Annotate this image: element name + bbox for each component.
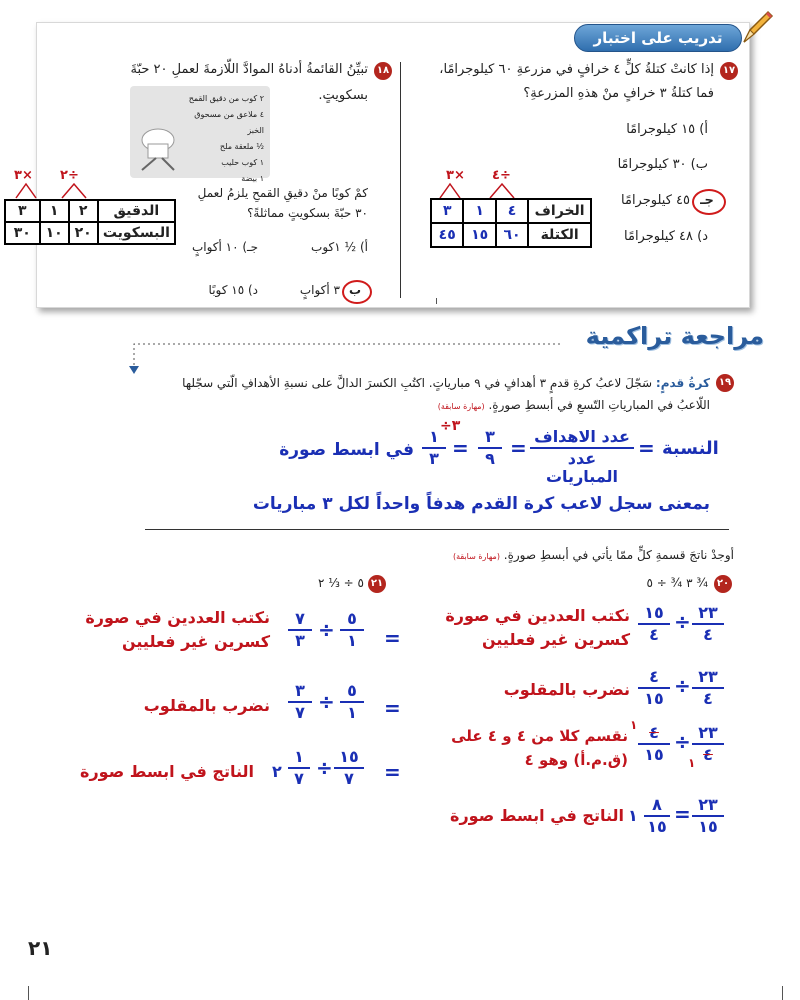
cell: الخراف (528, 199, 591, 223)
recipe-list (178, 91, 264, 187)
note-line: نكتب العددين في صورة (85, 608, 270, 627)
crop-mark (28, 986, 29, 1000)
q21-l2-frac1 (340, 682, 364, 722)
qty: ١ (259, 174, 264, 183)
practice-banner: تدريب على اختبار (574, 24, 742, 52)
denominator: ١ (347, 703, 357, 722)
cell: ١٥ (463, 223, 495, 247)
numerator: ٨ (652, 795, 662, 814)
denominator: ١٥ (698, 817, 718, 836)
division-instruction (360, 548, 734, 562)
denominator: ٤ (703, 689, 713, 708)
q17-option-a[interactable]: أ) ١٥ كيلوجرامًا (626, 122, 708, 137)
note-line: كسرين غير فعليين (122, 632, 270, 651)
q18-option-b[interactable]: ٣ أكوابٍ (299, 283, 340, 297)
numerator: ٢٣ (698, 795, 718, 814)
numerator: ٧ (295, 609, 305, 628)
q17-table (430, 198, 592, 248)
denominator: ٧ (344, 769, 354, 788)
q20-expression: ٣ ¾ ÷ ٥ ¾ (646, 576, 708, 590)
ratio-fraction (478, 428, 502, 468)
q21-l2-frac2 (288, 682, 312, 722)
q21-expression: ٥ ÷ ⅓ ٢ (317, 576, 364, 590)
item: بيضة (241, 174, 258, 183)
q19-text2: اللّاعبُ في المبارياتِ التّسعِ في أبسطِ صورةٍ. (488, 398, 710, 412)
q20-l1-frac2 (638, 604, 670, 644)
ratio-label: النسبة (662, 438, 719, 459)
denominator: ٣ (295, 631, 305, 650)
q18-arrows (4, 178, 104, 200)
q18-option-c[interactable]: جـ) ١٠ أكوابٍ (191, 240, 258, 254)
numerator: ٢٣ (698, 667, 718, 686)
q18-table (4, 199, 176, 245)
numerator: ٣ (485, 427, 495, 446)
q17-text-line1: إذا كانتْ كتلةُ كلٍّ ٤ خرافٍ في مزرعةِ ٦٠ كيلوجرامًا، (439, 62, 714, 77)
cell: ١ (463, 199, 495, 223)
q17-selected-letter: جـ (700, 193, 714, 208)
equals-sign: = (384, 696, 401, 720)
multiply-sign: ÷ (674, 674, 691, 698)
q20-cancel-2: ١ (630, 718, 638, 732)
numerator: ٢٣ (698, 723, 718, 742)
q17-text-line2: فما كتلةُ ٣ خرافٍ منْ هذهِ المزرعةِ؟ (523, 86, 714, 101)
q18-option-a[interactable]: أ) ½ ١كوب (311, 240, 368, 254)
q17-option-d[interactable]: د) ٤٨ كيلوجرامًا (624, 229, 708, 244)
numerator: ١٥ (339, 747, 359, 766)
cell: البسكويت (98, 222, 175, 244)
cell: الدقيق (98, 200, 175, 222)
section-divider (145, 529, 729, 530)
qty: ٢ (259, 94, 264, 103)
denominator: ١٥ (644, 689, 664, 708)
q17-arrows (430, 178, 530, 200)
recipe-item (178, 139, 264, 155)
qty: ½ (256, 142, 264, 151)
cell: ٣ (431, 199, 463, 223)
cell: ٣ (5, 200, 40, 222)
denominator: ١٥ (644, 745, 664, 764)
divide-note: ÷٣ (440, 418, 461, 434)
equals-sign: = (384, 626, 401, 650)
q20-l2-frac2 (638, 668, 670, 708)
q18-divide-note: ٢÷ (60, 168, 79, 183)
meaning-statement: بمعنى سجل لاعب كرة القدم هدفاً واحداً لكل ٣ مباريات (252, 494, 710, 514)
equals-sign: = (384, 760, 401, 784)
recipe-card (130, 86, 270, 183)
cell: ٢٠ (69, 222, 98, 244)
q21-l2-note: نضرب بالمقلوب (143, 696, 270, 715)
multiply-sign: ÷ (674, 730, 691, 754)
crop-mark (782, 986, 783, 1000)
crop-mark (436, 298, 437, 304)
cell: ١ (40, 200, 69, 222)
numerator: ٤ (649, 723, 659, 742)
review-title: مراجعة تراكمية (585, 322, 764, 350)
note-line: (ق.م.أ) وهو ٤ (524, 751, 628, 769)
multiply-sign: ÷ (318, 690, 335, 714)
q20-l1-note (420, 604, 630, 652)
cell: ٤ (496, 199, 528, 223)
denominator: عدد المباريات (545, 449, 619, 486)
q18-option-d[interactable]: د) ١٥ كوبًا (208, 283, 258, 297)
note-line: نكتب العددين في صورة (445, 606, 630, 625)
q21-l1-frac2 (288, 610, 312, 650)
denominator: ٧ (294, 769, 304, 788)
q18-selected-letter: ب (348, 283, 362, 297)
item: كوب من دقيق القمح (188, 94, 258, 103)
cell: ٣٠ (5, 222, 40, 244)
q17-divide-note: ٤÷ (492, 168, 511, 183)
q20-l4-note: الناتج في ابسط صورة (450, 806, 624, 825)
q18-text-line4: ٣٠ حبّةَ بسكويتٍ مماثلةً؟ (247, 206, 368, 220)
denominator: ١ (347, 631, 357, 650)
cell: ٦٠ (496, 223, 528, 247)
question-number-17: ١٧ (720, 62, 738, 80)
q17-option-c[interactable]: ٤٥ كيلوجرامًا (621, 193, 690, 208)
q20-l2-note: نضرب بالمقلوب (503, 680, 630, 699)
item: ملعقة ملح (219, 142, 254, 151)
q21-l3-whole: ٢ (272, 762, 282, 781)
q20-l2-frac1 (692, 668, 724, 708)
denominator: ٧ (295, 703, 305, 722)
q20-l4-frac1 (692, 796, 724, 836)
q18-text-line1: تبيِّنُ القائمةُ أدناهُ الموادَّ اللّازمةَ لعملِ ٢٠ حبّةَ (130, 62, 368, 77)
recipe-item (178, 107, 264, 139)
question-number-20: ٢٠ (714, 575, 732, 593)
q21-l3-frac2 (288, 748, 310, 788)
numerator: ٥ (347, 681, 357, 700)
denominator: ٣ (429, 449, 439, 468)
qty: ١ (259, 158, 264, 167)
numerator: ٤ (649, 667, 659, 686)
q19-lead: كرةُ قدمٍ: (655, 376, 710, 390)
q19-text-line2 (380, 398, 710, 412)
cell: ٤٥ (431, 223, 463, 247)
numerator: ١٥ (644, 603, 664, 622)
chef-hat-icon (136, 126, 180, 172)
q21-l3-frac1 (334, 748, 364, 788)
recipe-item (178, 171, 264, 187)
q20-l1-frac1 (692, 604, 724, 644)
denominator: ١٥ (647, 817, 667, 836)
denominator: ٤ (649, 625, 659, 644)
equals-sign: = (638, 436, 655, 460)
q21-l1-note (60, 606, 270, 654)
q21-l3-note: الناتج في ابسط صورة (80, 762, 254, 781)
pencil-icon (740, 8, 774, 46)
q20-cancel-1: ١ (688, 756, 696, 770)
q20-l3-frac1 (692, 724, 724, 764)
question-number-19: ١٩ (716, 374, 734, 392)
denominator: ٩ (485, 449, 495, 468)
numerator: ٢٣ (698, 603, 718, 622)
divide-sign: ÷ (674, 610, 691, 634)
recipe-item (178, 91, 264, 107)
q18-multiply-note: ٣× (14, 168, 33, 183)
numerator: ٣ (295, 681, 305, 700)
denominator: ٤ (703, 745, 713, 764)
skill-tag: (مهارة سابقة) (437, 402, 485, 411)
recipe-item (178, 155, 264, 171)
simplified-fraction (422, 428, 446, 468)
numerator: ١ (294, 747, 304, 766)
numerator: ٥ (347, 609, 357, 628)
qty: ٤ (259, 110, 264, 119)
item: ملاعق من مسحوق الخبز (194, 110, 264, 135)
cell: ١٠ (40, 222, 69, 244)
cell: ٢ (69, 200, 98, 222)
q18-text-line2: بسكويتٍ. (318, 88, 368, 103)
note-line: نقسم كلا من ٤ و ٤ على (451, 727, 628, 745)
simplest-form-label: في ابسط صورة (279, 440, 414, 460)
question-number-21: ٢١ (368, 575, 386, 593)
divide-sign: ÷ (318, 618, 335, 642)
q20-l4-frac2 (644, 796, 670, 836)
q20-l3-frac2 (638, 724, 670, 764)
q19-text: سَجّلَ لاعبُ كرةِ قدمٍ ٣ أهدافٍ في ٩ مبارياتٍ. اكتُبِ الكسرَ الدالَّ على نسبةِ الأهدافِ الّتي سجّلها (182, 376, 653, 390)
item: كوب حليب (221, 158, 258, 167)
note-line: كسرين غير فعليين (482, 630, 630, 649)
q17-multiply-note: ٣× (446, 168, 465, 183)
instruction-text: أوجدْ ناتجَ قسمةِ كلٍّ ممّا يأتي في أبسطِ صورةٍ. (503, 548, 734, 562)
review-dotted-line (124, 336, 564, 376)
q19-text-line1 (150, 376, 710, 390)
numerator: ١ (429, 427, 439, 446)
question-number-18: ١٨ (374, 62, 392, 80)
q21-l1-frac1 (340, 610, 364, 650)
skill-tag: (مهارة سابقة) (453, 552, 500, 561)
q20-l3-note (420, 724, 628, 772)
cell: الكتلة (528, 223, 591, 247)
equals-sign: = (452, 436, 469, 460)
ratio-word-fraction (530, 428, 634, 486)
page-number: ٢١ (28, 936, 53, 960)
column-divider (400, 62, 401, 298)
q20-l4-whole: ١ (628, 806, 638, 825)
q17-option-b[interactable]: ب) ٣٠ كيلوجرامًا (617, 157, 708, 172)
numerator: عدد الاهداف (534, 427, 630, 446)
equals-sign: ÷ (316, 756, 333, 780)
denominator: ٤ (703, 625, 713, 644)
equals-sign: = (510, 436, 527, 460)
q18-text-line3: كمْ كوبًا منْ دقيقِ القمحِ يلزمُ لعملِ (197, 186, 368, 200)
equals-sign: = (674, 802, 691, 826)
